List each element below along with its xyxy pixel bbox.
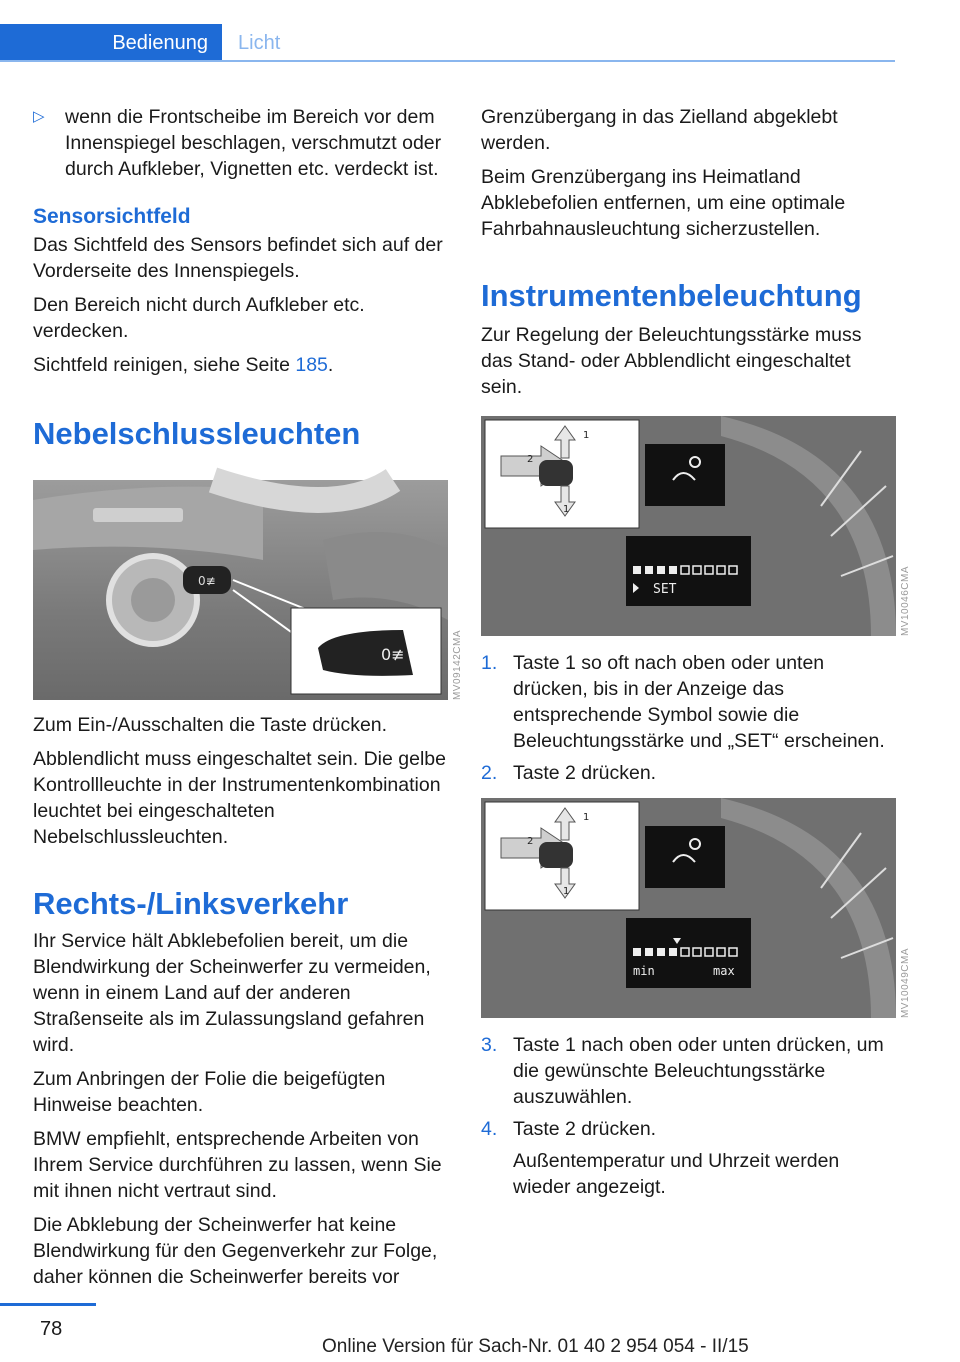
fog-light-illustration bbox=[33, 480, 448, 700]
page-link[interactable]: 185 bbox=[295, 354, 328, 376]
list-item bbox=[481, 760, 896, 786]
instrument-figure-minmax bbox=[481, 798, 911, 1018]
set-display-text: SET bbox=[653, 582, 677, 597]
right-column bbox=[481, 104, 911, 1208]
bullet-triangle-icon: ▷ bbox=[33, 108, 45, 125]
paragraph: Zum Ein-/Ausschalten die Taste drücken. bbox=[33, 714, 388, 736]
step-number: 2. bbox=[481, 762, 498, 784]
section-heading-instrumentenbeleuchtung: Instrumentenbeleuchtung bbox=[481, 278, 862, 313]
figure-code-text: MV10046CMA bbox=[900, 565, 911, 636]
paragraph: BMW empfiehlt, entsprechende Arbeiten von Ihrem Service durchführen zu lassen, wenn Sie mit ihnen nicht vertraut sind. bbox=[33, 1128, 442, 1202]
step-number: 4. bbox=[481, 1118, 498, 1140]
paragraph: Den Bereich nicht durch Aufkleber etc. verdecken. bbox=[33, 294, 365, 342]
paragraph: Zum Anbringen der Folie die beigefügten Hinweise beachten. bbox=[33, 1068, 386, 1116]
paragraph: Die Abklebung der Scheinwerfer hat keine Blendwirkung für den Gegenverkehr zur Folge, daher können die Scheinwerfer bereits vor bbox=[33, 1214, 438, 1288]
step-text: Taste 1 nach oben oder unten drücken, um die gewünschte Beleuchtungsstärke auszuwählen. bbox=[513, 1034, 884, 1108]
left-column bbox=[33, 104, 463, 1298]
list-item bbox=[481, 1116, 896, 1142]
paragraph: Ihr Service hält Abklebefolien bereit, um die Blendwirkung der Scheinwerfer zu vermeiden, wenn in einem Land auf der anderen Straßenseite als im Zulassungsland gefahren wird. bbox=[33, 930, 431, 1056]
label-1: 1 bbox=[583, 812, 590, 823]
footer-text: Online Version für Sach-Nr. 01 40 2 954 054 - II/15 bbox=[322, 1336, 749, 1357]
paragraph: Grenzübergang in das Zielland abgeklebt werden. bbox=[481, 106, 838, 154]
step-text: Taste 1 so oft nach oben oder unten drücken, bis in der Anzeige das entsprechende Symbol sowie die Beleuchtungsstärke und „SET“ erscheinen. bbox=[513, 652, 885, 752]
paragraph bbox=[33, 352, 448, 378]
text: . bbox=[327, 354, 334, 376]
instrument-figure-set bbox=[481, 416, 911, 636]
label-1-lower: 1 bbox=[563, 886, 570, 897]
instrument-minmax-illustration bbox=[481, 798, 896, 1018]
footer-divider bbox=[0, 1303, 96, 1306]
list-item bbox=[33, 104, 448, 182]
figure-code bbox=[900, 566, 914, 636]
header-divider bbox=[0, 60, 895, 62]
list-item bbox=[481, 1032, 896, 1110]
steps-list-b bbox=[481, 1032, 896, 1200]
header-tabbar bbox=[0, 0, 960, 66]
step-text: Taste 2 drücken. bbox=[513, 1118, 657, 1140]
steps-list-a bbox=[481, 650, 896, 786]
figure-code-text: MV09142CMA bbox=[452, 629, 463, 700]
text: Sichtfeld reinigen, siehe Seite bbox=[33, 354, 290, 376]
paragraph: Abblendlicht muss eingeschaltet sein. Die gelbe Kontrollleuchte in der Instrumentenkombination leuchtet bei eingeschalteten Nebelschlussleuchten. bbox=[33, 748, 446, 848]
list-item bbox=[481, 650, 896, 754]
figure-code-text: MV10049CMA bbox=[900, 947, 911, 1018]
section-heading-rechts-links: Rechts-/Linksverkehr bbox=[33, 886, 349, 921]
figure-code bbox=[452, 630, 466, 700]
max-label: max bbox=[713, 964, 735, 978]
tab-bedienung[interactable]: Bedienung bbox=[0, 24, 222, 62]
fog-light-figure bbox=[33, 480, 463, 700]
step-number: 3. bbox=[481, 1034, 498, 1056]
instrument-set-illustration bbox=[481, 416, 896, 636]
paragraph: Außentemperatur und Uhrzeit werden wieder angezeigt. bbox=[513, 1150, 840, 1198]
tab-licht[interactable]: Licht bbox=[238, 32, 281, 54]
section-heading-sensor: Sensorsichtfeld bbox=[33, 205, 191, 228]
svg-text:0≢: 0≢ bbox=[198, 574, 216, 588]
paragraph: Zur Regelung der Beleuchtungsstärke muss das Stand- oder Abblendlicht eingeschaltet sein. bbox=[481, 324, 862, 398]
bullet-text: wenn die Frontscheibe im Bereich vor dem Innenspiegel beschlagen, verschmutzt oder durch Aufkleber, Vignetten etc. verdeckt ist. bbox=[65, 106, 442, 180]
paragraph: Das Sichtfeld des Sensors befindet sich auf der Vorderseite des Innenspiegels. bbox=[33, 234, 443, 282]
svg-text:0≢: 0≢ bbox=[381, 645, 405, 664]
label-1-lower: 1 bbox=[563, 504, 570, 515]
min-label: min bbox=[633, 964, 655, 978]
paragraph: Beim Grenzübergang ins Heimatland Abklebefolien entfernen, um eine optimale Fahrbahnausleuchtung sicherzustellen. bbox=[481, 166, 846, 240]
label-2: 2 bbox=[527, 454, 534, 465]
section-heading-nebel: Nebelschlussleuchten bbox=[33, 416, 361, 451]
label-2: 2 bbox=[527, 836, 534, 847]
step-number: 1. bbox=[481, 652, 498, 674]
figure-code bbox=[900, 948, 914, 1018]
step-text: Taste 2 drücken. bbox=[513, 762, 657, 784]
label-1: 1 bbox=[583, 430, 590, 441]
page-number: 78 bbox=[40, 1318, 63, 1340]
